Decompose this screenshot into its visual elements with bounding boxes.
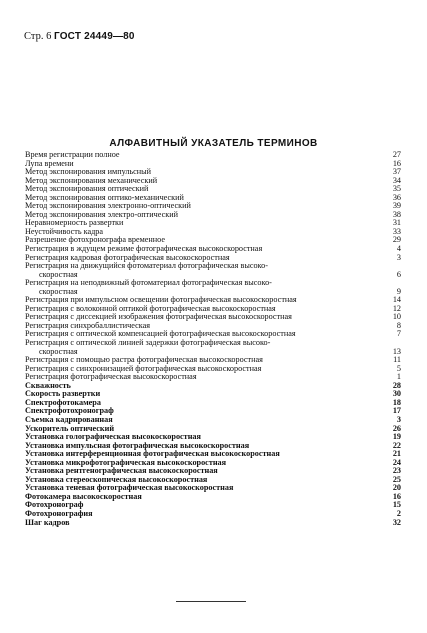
entry-term: Съемка кадрированная [25,414,113,424]
entry-page-number: 27 [392,150,401,159]
entry-term: Установка стереоскопическая высокоскоростная [25,474,208,484]
index-entry [25,151,401,160]
entry-page-number: 14 [392,295,401,305]
entry-term-continuation: скоростная [39,269,78,279]
index-entry [25,262,401,279]
entry-term: Время регистрации полное [25,150,120,159]
entry-page-number: 5 [396,363,401,373]
entry-page-number: 29 [392,235,401,245]
entry-term: Установка рентгенографическая высокоскоростная [25,466,218,476]
entry-page-number: 33 [392,226,401,236]
entry-term: Неустойчивость кадра [25,226,103,236]
entry-page-number: 11 [393,355,401,365]
entry-term: Регистрация с диссекцией изображения фотографическая высокоскоростная [25,312,292,322]
index-entry [25,339,401,356]
entry-term: Установка голографическая высокоскоростная [25,432,201,442]
entry-page-number: 34 [392,175,401,185]
entry-term: Разрешение фотохронографа временное [25,235,166,245]
entry-page-number: 26 [392,423,401,433]
entry-term: Регистрация синхробаллистическая [25,320,150,330]
entry-page-number: 3 [396,252,401,262]
entry-page-number: 32 [392,517,401,527]
entry-term: Регистрация кадровая фотографическая высокоскоростная [25,252,230,262]
entry-term: Установка импульсная фотографическая высокоскоростная [25,440,250,450]
entry-page-number: 4 [396,244,401,254]
entry-term: Регистрация в ждущем режиме фотографическая высокоскоростная [25,244,263,254]
entry-page-number: 21 [392,449,401,459]
entry-page-number: 37 [392,167,401,177]
entry-page-number: 16 [392,491,401,501]
entry-page-number: 18 [392,397,401,407]
entry-page-number: 25 [392,474,401,484]
entry-page-number: 24 [392,457,401,467]
index-entry [25,510,401,519]
entry-term: Фотокамера высокоскоростная [25,491,142,501]
footer-divider [176,601,246,602]
entry-page-number: 36 [392,192,401,202]
entry-term: Метод экспонирования электро-оптический [25,209,178,219]
entry-page-number: 28 [392,380,401,390]
entry-term: Скорость развертки [25,389,101,399]
entry-page-number: 31 [392,218,401,228]
entry-term: Метод экспонирования оптико-механический [25,192,184,202]
entry-term: Регистрация с оптической линией задержки фотографическая высоко- [25,338,271,348]
entry-term: Установка микрофотографическая высокоскоростная [25,457,227,467]
entry-page-number: 3 [396,414,401,424]
page-header [24,31,135,42]
entry-term: Установка теневая фотографическая высокоскоростная [25,483,234,493]
entry-page-number: 8 [396,320,401,330]
entry-term: Регистрация с синхронизацией фотографическая высокоскоростная [25,363,262,373]
entry-term: Скважность [25,380,71,390]
entry-term: Метод экспонирования электронно-оптический [25,201,191,211]
entry-term: Ускоритель оптический [25,423,115,433]
entry-term: Регистрация на движущийся фотоматериал фотографическая высоко- [25,261,268,271]
index-entry [25,373,401,382]
entry-page-number: 30 [392,389,401,399]
entry-term: Установка интерференционная фотографическая высокоскоростная [25,449,280,459]
entry-term: Регистрация фотографическая высокоскоростная [25,372,197,382]
index-title: АЛФАВИТНЫЙ УКАЗАТЕЛЬ ТЕРМИНОВ [109,138,318,149]
entry-term: Фотохронограф [25,500,84,510]
index-list [25,151,401,527]
entry-term: Регистрация при импульсном освещении фотографическая высокоскоростная [25,295,297,305]
entry-term: Регистрация на неподвижный фотоматериал фотографическая высоко- [25,278,272,288]
entry-page-number: 16 [392,158,401,168]
entry-term: Фотохронография [25,508,93,518]
entry-page-number: 15 [392,500,401,510]
entry-term: Шаг кадров [25,517,70,527]
entry-page-number: 13 [392,346,401,356]
entry-page-number: 22 [392,440,401,450]
entry-term: Метод экспонирования импульсный [25,167,152,177]
entry-term: Неравномерность развертки [25,218,124,228]
page-label: Стр. 6 [24,31,52,42]
entry-page-number: 1 [396,372,401,382]
entry-term-continuation: скоростная [39,286,78,296]
entry-page-number: 19 [392,432,401,442]
entry-page-number: 39 [392,201,401,211]
standard-number: ГОСТ 24449—80 [53,31,135,42]
entry-term: Спектрофотохронограф [25,406,114,416]
entry-page-number: 10 [392,312,401,322]
entry-term-continuation: скоростная [39,346,78,356]
entry-page-number: 20 [392,483,401,493]
entry-term: Регистрация с помощью растра фотографическая высокоскоростная [25,355,263,365]
entry-term: Регистрация с оптической компенсацией фотографическая высокоскоростная [25,329,296,339]
entry-page-number: 35 [392,184,401,194]
entry-term: Регистрация с волоконной оптикой фотографическая высокоскоростная [25,303,276,313]
entry-page-number: 23 [392,466,401,476]
index-entry [25,519,401,528]
entry-term: Метод экспонирования оптический [25,184,149,194]
entry-page-number: 12 [392,303,401,313]
entry-page-number: 17 [392,406,401,416]
entry-term: Спектрофотокамера [25,397,101,407]
entry-term: Метод экспонирования механический [25,175,158,185]
entry-page-number: 6 [396,269,401,279]
entry-term: Лупа времени [25,158,74,168]
entry-page-number: 2 [396,508,401,518]
entry-page-number: 7 [396,329,401,339]
entry-page-number: 38 [392,209,401,219]
index-entry [25,279,401,296]
entry-page-number: 9 [396,286,401,296]
